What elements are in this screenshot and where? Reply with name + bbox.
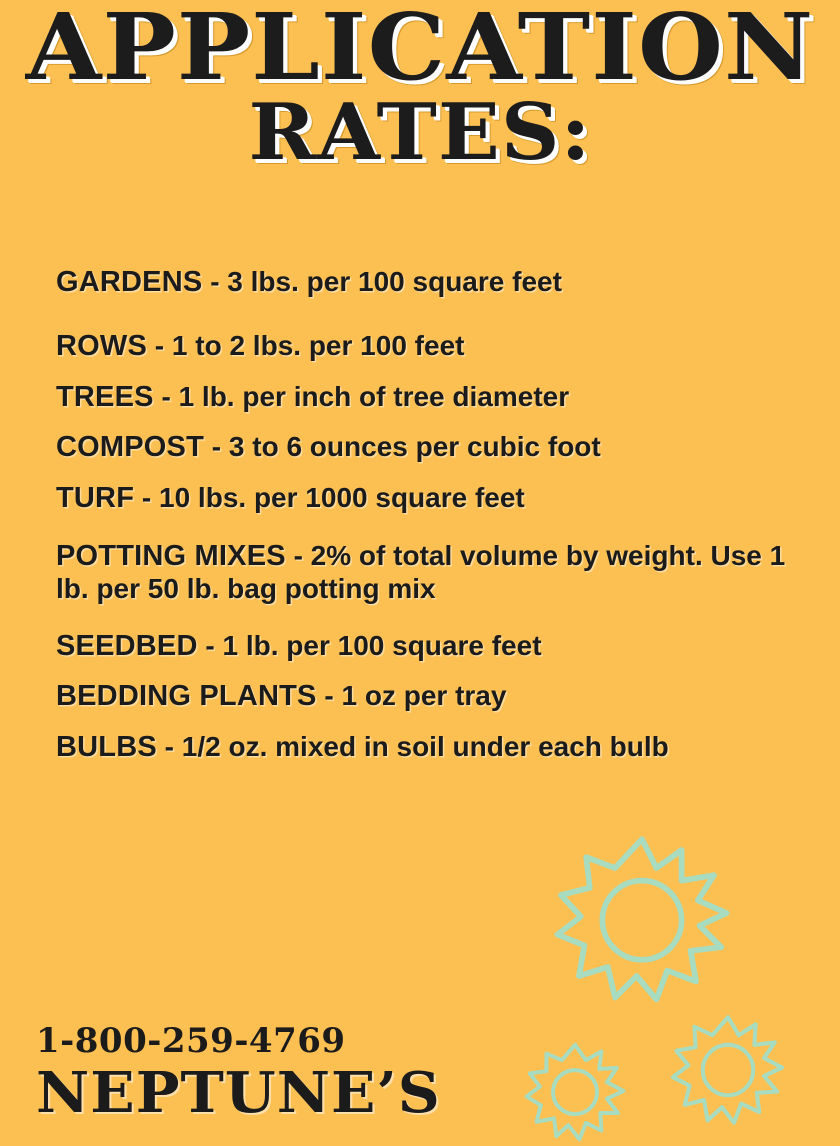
headline-line-1: APPLICATION bbox=[25, 0, 815, 101]
rate-label: TURF bbox=[56, 481, 135, 514]
rate-value: - 1 lb. per inch of tree diameter bbox=[153, 380, 570, 412]
footer bbox=[36, 1020, 596, 1126]
rate-label: BULBS bbox=[56, 730, 157, 763]
list-item bbox=[56, 482, 800, 514]
rate-label: GARDENS bbox=[56, 265, 203, 298]
brand-name: NEPTUNE’S bbox=[36, 1059, 441, 1126]
list-item bbox=[56, 381, 800, 413]
page-title bbox=[0, 0, 840, 179]
rate-value: - 2% of total volume by weight. Use 1 lb. per 50 lb. bag potting mix bbox=[56, 540, 786, 604]
rate-label: POTTING MIXES bbox=[56, 540, 286, 573]
list-item bbox=[56, 630, 800, 662]
rate-value: - 3 lbs. per 100 square feet bbox=[202, 265, 562, 297]
rate-value: - 10 lbs. per 1000 square feet bbox=[134, 481, 525, 513]
rate-value: - 1 oz per tray bbox=[316, 680, 507, 712]
list-item bbox=[56, 266, 800, 298]
application-rates-list bbox=[0, 266, 840, 764]
list-item bbox=[56, 431, 800, 463]
sun-icon bbox=[552, 832, 732, 1012]
rate-value: - 1 lb. per 100 square feet bbox=[197, 629, 542, 661]
rate-value: - 1 to 2 lbs. per 100 feet bbox=[147, 330, 465, 362]
list-item bbox=[56, 330, 800, 362]
rate-label: COMPOST bbox=[56, 431, 205, 464]
rate-label: ROWS bbox=[56, 330, 148, 363]
list-item bbox=[56, 680, 800, 712]
rate-value: - 3 to 6 ounces per cubic foot bbox=[204, 431, 601, 463]
rate-value: - 1/2 oz. mixed in soil under each bulb bbox=[156, 730, 669, 762]
sun-icon bbox=[668, 1010, 788, 1130]
rate-label: BEDDING PLANTS bbox=[56, 680, 317, 713]
phone-number[interactable]: 1-800-259-4769 bbox=[36, 1020, 346, 1061]
list-item bbox=[56, 731, 800, 763]
headline-line-2: RATES: bbox=[248, 87, 592, 179]
rate-label: TREES bbox=[56, 380, 154, 413]
list-item bbox=[56, 540, 800, 604]
rate-label: SEEDBED bbox=[56, 629, 198, 662]
